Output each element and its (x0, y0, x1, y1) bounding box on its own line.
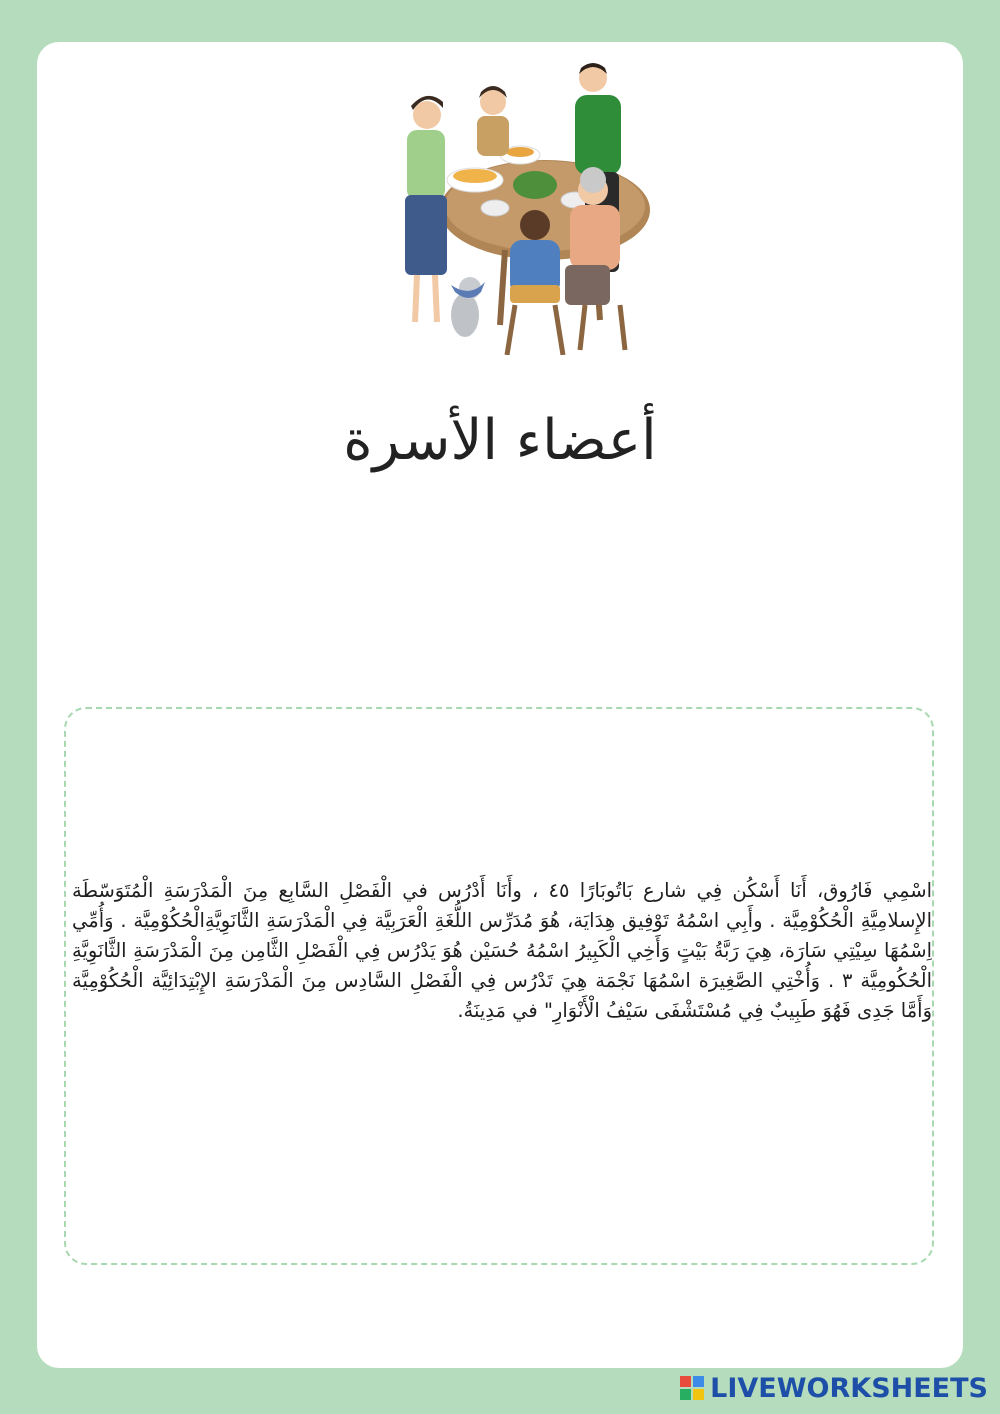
liveworksheets-logo-icon (680, 1376, 704, 1400)
worksheet-title: أعضاء الأسرة (343, 408, 657, 473)
family-paragraph: اسْمِي فَارُوق، أَنَا أَسْكُن فِي شارع بَاتُوبَارًا ٤٥ ، وأَنَا أَدْرُس في الْفَصْلِ السَّابِع مِنَ الْمَدْرَسَةِ الْمُتَوَسّطَة الإِسلامِيَّةِ الْحُكُوْمِيَّة . وأَبِي اسْمُهُ تَوْفِيق هِدَايَة، هُوَ مُدَرِّس اللُّغَةِ الْعَرَبِيَّة فِي الْمَدْرَسَةِ الثَّانَوِيَّةِالْحُكُوْمِيَّة . وَأُمِّي اِسْمُهَا سِيْتِي سَارَة، هِيَ رَبَّةُ بَيْتٍ وَأَخِي الْكَبِيرُ اسْمُهُ حُسَيْن هُوَ يَدْرُس فِي الْفَصْلِ الثَّامِن مِنَ الْمَدْرَسَةِ الثَّانَوِيَّةِ الْحُكُومِيَّة ٣ . وَأُخْتِي الصَّغِيرَة اسْمُهَا نَجْمَة هِيَ تَدْرُس فِي الْفَصْلِ السَّادِس مِنَ الْمَدْرَسَةِ الإِبْتِدَائِيَّة الْحُكُوْمِيَّة وَأَمَّا جَدِى فَهُوَ طَبِيبٌ فِي مُسْتَشْفَى سَيْفُ الْأَنْوَارِ" في مَدِينَةُ. (72, 879, 932, 1022)
liveworksheets-logo[interactable] (680, 1372, 988, 1404)
family-dinner-illustration (385, 60, 675, 355)
liveworksheets-brand: LIVEWORKSHEETS (710, 1372, 988, 1404)
